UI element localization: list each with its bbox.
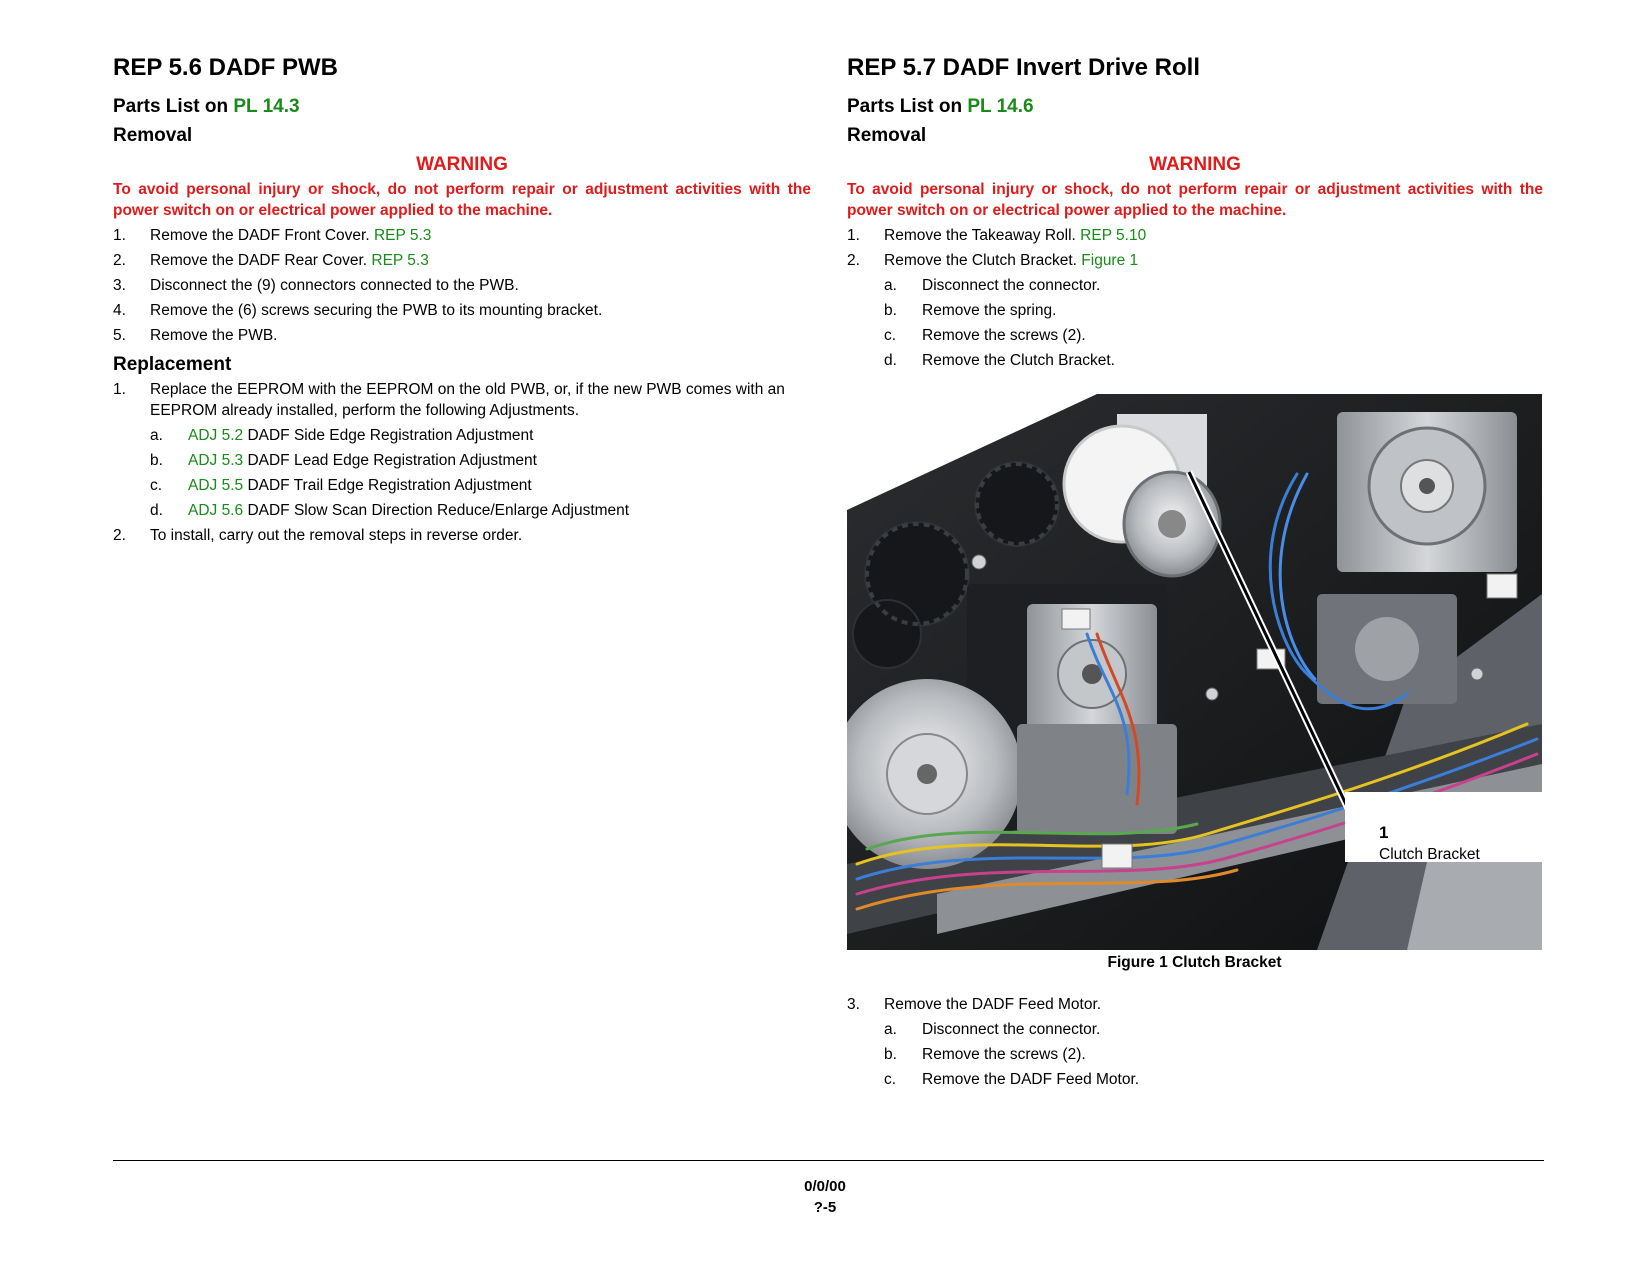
left-parts-list-heading: [113, 92, 811, 121]
step-text: Disconnect the (9) connectors connected to the PWB.: [150, 277, 519, 294]
step-text: To install, carry out the removal steps in reverse order.: [150, 527, 523, 544]
list-item: [884, 1019, 1543, 1040]
left-section-title: REP 5.6 DADF PWB: [113, 54, 338, 81]
callout-label: Clutch Bracket: [1379, 846, 1480, 863]
left-removal-heading: Removal: [113, 125, 193, 146]
reference-link[interactable]: ADJ 5.3: [188, 452, 244, 469]
footer-page-number: ?-5: [813, 1199, 837, 1216]
step-number: 2.: [113, 527, 126, 544]
footer-divider: [113, 1160, 1544, 1161]
step-text: Remove the DADF Front Cover.: [150, 227, 374, 244]
reference-link[interactable]: ADJ 5.6: [188, 502, 244, 519]
reference-link[interactable]: ADJ 5.5: [188, 477, 244, 494]
substep-text: DADF Trail Edge Registration Adjustment: [243, 477, 532, 494]
substep-letter: c.: [150, 477, 163, 494]
clutch-bracket-sublist: [884, 275, 1543, 371]
parts-list-label: Parts List on: [847, 96, 968, 117]
substep-letter: a.: [884, 277, 897, 294]
substep-text: Disconnect the connector.: [922, 1021, 1101, 1038]
substep-text: Remove the screws (2).: [922, 327, 1086, 344]
step-number: 3.: [847, 996, 860, 1013]
list-item: [113, 379, 811, 521]
step-text: Remove the (6) screws securing the PWB to its mounting bracket.: [150, 302, 603, 319]
replacement-steps: [113, 379, 811, 546]
step-text: Remove the Takeaway Roll.: [884, 227, 1081, 244]
substep-letter: d.: [150, 502, 163, 519]
list-item: [113, 525, 811, 546]
step-text: Remove the DADF Feed Motor.: [884, 996, 1102, 1013]
clutch-bracket-photo: [847, 394, 1542, 950]
substep-text: Disconnect the connector.: [922, 277, 1101, 294]
list-item: [113, 325, 811, 346]
list-item: [884, 300, 1543, 321]
substep-letter: a.: [150, 427, 163, 444]
feed-motor-steps: [847, 994, 1543, 1094]
feed-motor-sublist: [884, 1019, 1543, 1090]
right-removal-heading: Removal: [847, 125, 927, 146]
step-number: 1.: [113, 227, 126, 244]
step-number: 5.: [113, 327, 126, 344]
parts-list-label: Parts List on: [113, 96, 234, 117]
substep-letter: b.: [884, 302, 897, 319]
substep-letter: c.: [884, 1071, 897, 1088]
step-number: 1.: [847, 227, 860, 244]
right-column: [847, 52, 1543, 375]
substep-letter: c.: [884, 327, 897, 344]
page-footer: [0, 1176, 1650, 1218]
list-item: [884, 350, 1543, 371]
substep-text: Remove the Clutch Bracket.: [922, 352, 1115, 369]
reference-link[interactable]: REP 5.3: [373, 227, 432, 244]
list-item: [884, 275, 1543, 296]
step-number: 2.: [113, 252, 126, 269]
step-text: Remove the PWB.: [150, 327, 278, 344]
step-number: 4.: [113, 302, 126, 319]
right-parts-list-heading: [847, 92, 1543, 121]
reference-link[interactable]: REP 5.10: [1080, 227, 1147, 244]
substep-text: DADF Side Edge Registration Adjustment: [243, 427, 534, 444]
list-item: [847, 225, 1543, 246]
substep-letter: b.: [150, 452, 163, 469]
list-item: [884, 325, 1543, 346]
footer-date: 0/0/00: [804, 1178, 846, 1195]
substep-letter: b.: [884, 1046, 897, 1063]
step-number: 1.: [113, 381, 126, 398]
left-column: [113, 52, 811, 550]
list-item: [113, 300, 811, 321]
right-warning-title: WARNING: [1149, 154, 1241, 175]
list-item: [847, 250, 1543, 371]
list-item: [113, 225, 811, 246]
substep-text: Remove the screws (2).: [922, 1046, 1086, 1063]
list-item: [113, 250, 811, 271]
list-item: [847, 994, 1543, 1090]
right-section-title: REP 5.7 DADF Invert Drive Roll: [847, 54, 1200, 81]
step-text: Remove the DADF Rear Cover.: [150, 252, 372, 269]
step-number: 3.: [113, 277, 126, 294]
replacement-heading: Replacement: [113, 354, 232, 375]
substep-text: DADF Slow Scan Direction Reduce/Enlarge Adjustment: [243, 502, 630, 519]
list-item: [113, 275, 811, 296]
lower-steps-list: [847, 994, 1543, 1090]
list-item: [884, 1069, 1543, 1090]
figure-link[interactable]: Figure 1: [1081, 252, 1139, 269]
right-warning-text: To avoid personal injury or shock, do not perform repair or adjustment activities with the power switch on or electrical power applied to the machine.: [847, 181, 1543, 219]
list-item: [150, 450, 811, 471]
substep-text: Remove the spring.: [922, 302, 1057, 319]
left-warning-title: WARNING: [416, 154, 508, 175]
list-item: [884, 1044, 1543, 1065]
step-number: 2.: [847, 252, 860, 269]
list-item: [150, 425, 811, 446]
substep-text: Remove the DADF Feed Motor.: [922, 1071, 1140, 1088]
parts-list-link[interactable]: PL 14.6: [967, 96, 1034, 117]
substep-letter: a.: [884, 1021, 897, 1038]
list-item: [150, 500, 811, 521]
reference-link[interactable]: ADJ 5.2: [188, 427, 244, 444]
list-item: [150, 475, 811, 496]
reference-link[interactable]: REP 5.3: [371, 252, 429, 269]
left-removal-steps: [113, 225, 811, 346]
step-text: Replace the EEPROM with the EEPROM on the old PWB, or, if the new PWB comes with an EEPROM already installed, perform the following Adjustments.: [150, 381, 785, 419]
adjustment-sublist: [150, 425, 811, 521]
substep-letter: d.: [884, 352, 897, 369]
right-removal-steps: [847, 225, 1543, 371]
step-text: Remove the Clutch Bracket.: [884, 252, 1082, 269]
substep-text: DADF Lead Edge Registration Adjustment: [243, 452, 537, 469]
left-warning-text: To avoid personal injury or shock, do not perform repair or adjustment activities with the power switch on or electrical power applied to the machine.: [113, 181, 811, 219]
figure-caption: Figure 1 Clutch Bracket: [1107, 954, 1282, 971]
parts-list-link[interactable]: PL 14.3: [233, 96, 300, 117]
callout-number: 1: [1379, 823, 1389, 842]
